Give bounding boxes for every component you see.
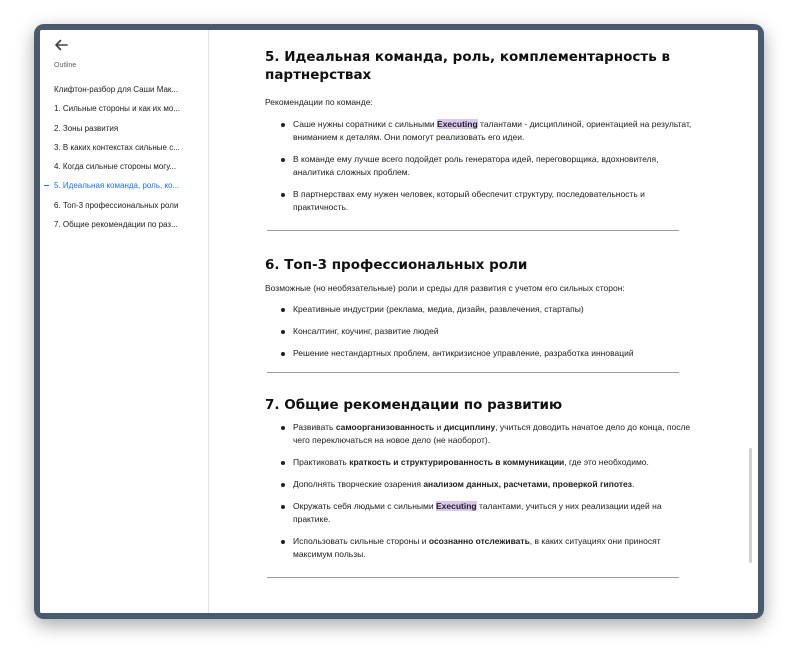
divider (267, 372, 679, 373)
outline-sidebar (40, 30, 209, 613)
vertical-scrollbar[interactable] (749, 448, 752, 563)
outline-item-label: 6. Топ-3 профессиональных роли (54, 200, 179, 210)
outline-item-1[interactable] (40, 99, 208, 118)
list-item: Креативные индустрии (реклама, медиа, дизайн, развлечения, стартапы) (265, 303, 695, 316)
list-item: В команде ему лучше всего подойдет роль генератора идей, переговорщика, вдохновителя, аналитика сложных проблем. (265, 153, 695, 179)
section-7-heading: 7. Общие рекомендации по развитию (265, 397, 563, 413)
list-item: Развивать самоорганизованность и дисциплину, учиться доводить начатое дело до конца, после чего переключаться на новое дело (не наоборот). (265, 421, 695, 447)
list-item: Консалтинг, коучинг, развитие людей (265, 325, 695, 338)
section-5-intro: Рекомендации по команде: (265, 97, 373, 107)
document-body (209, 30, 758, 613)
arrow-left-icon[interactable] (52, 36, 70, 54)
outline-list (40, 80, 208, 234)
document-content (265, 48, 695, 578)
outline-item-title[interactable] (40, 80, 208, 99)
section-5-heading: 5. Идеальная команда, роль, комплементарность в партнерствах (265, 49, 671, 83)
divider (267, 577, 679, 578)
list-item: Практиковать краткость и структурированность в коммуникации, где это необходимо. (265, 456, 695, 469)
document-window (40, 30, 758, 613)
list-item: Саше нужны соратники с сильными Executing талантами - дисциплиной, ориентацией на результат, вниманием к деталям. Они помогут реализовать его идеи. (265, 118, 695, 144)
list-item: В партнерствах ему нужен человек, который обеспечит структуру, последовательность и практичность. (265, 188, 695, 214)
outline-item-4[interactable] (40, 157, 208, 176)
outline-label: Outline (54, 62, 77, 69)
outline-item-label: 7. Общие рекомендации по раз... (54, 220, 178, 230)
section-7-list (265, 421, 695, 561)
outline-item-5-active[interactable] (40, 176, 208, 195)
section-5-list (265, 118, 695, 214)
list-item: Окружать себя людьми с сильными Executing талантами, учиться у них реализации идей на практике. (265, 500, 695, 526)
list-item: Дополнять творческие озарения анализом данных, расчетами, проверкой гипотез. (265, 478, 695, 491)
highlighted-term: Executing (437, 119, 478, 129)
active-marker (44, 185, 49, 186)
outline-item-7[interactable] (40, 215, 208, 234)
outline-item-3[interactable] (40, 138, 208, 157)
outline-item-label: 3. В каких контекстах сильные с... (54, 142, 180, 152)
outline-item-label: Клифтон-разбор для Саши Мак... (54, 85, 179, 94)
section-6-intro: Возможные (но необязательные) роли и среды для развития с учетом его сильных сторон: (265, 283, 625, 293)
outline-item-label: 2. Зоны развития (54, 123, 119, 133)
highlighted-term: Executing (436, 501, 477, 511)
list-item: Использовать сильные стороны и осознанно отслеживать, в каких ситуациях они приносят максимум пользы. (265, 535, 695, 561)
section-6-heading: 6. Топ-3 профессиональных роли (265, 257, 528, 273)
list-item: Решение нестандартных проблем, антикризисное управление, разработка инноваций (265, 347, 695, 360)
section-6-list (265, 303, 695, 360)
outline-item-2[interactable] (40, 119, 208, 138)
divider (267, 230, 679, 231)
outline-item-label: 5. Идеальная команда, роль, ко... (54, 181, 180, 191)
outline-item-label: 4. Когда сильные стороны могу... (54, 162, 177, 172)
outline-item-6[interactable] (40, 196, 208, 215)
outline-item-label: 1. Сильные стороны и как их мо... (54, 104, 180, 114)
